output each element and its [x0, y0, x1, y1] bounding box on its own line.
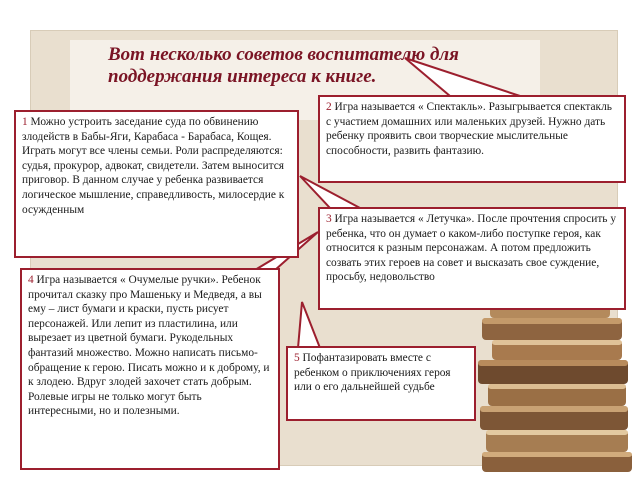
tip-text: Игра называется « Очумелые ручки». Ребенок прочитал сказку про Машеньку и Медведя, а вы ему – лист бумаги и краски, пусть рисует персонажей. Или лепит из пластилина, или вырезает из цветной бумаги. Рукодельных фантазий множество. Можно написать письмо-обращение к герою. Писать можно и к доброму, и к злодею. Вдруг злодей захочет стать добрым. — [28, 274, 270, 389]
book-5 — [488, 384, 626, 406]
tip-text: Игра называется « Спектакль». Разыгрывается спектакль с участием домашних или маленьких друзей. Нужно дать ребенку проявить свои творческие мыслительные способности, развить фантазию. — [326, 101, 612, 157]
tip-number: 2 — [326, 101, 332, 113]
tip-box-1 — [14, 110, 299, 258]
tip-text: Пофантазировать вместе с ребенком о приключениях героя или о его дальнейшей судьбе — [294, 352, 451, 394]
tip-number: 5 — [294, 352, 300, 364]
tip-text-conclusion: Ролевые игры не только могут быть интересными, но и полезными. — [28, 390, 202, 418]
tip-box-3 — [318, 207, 626, 310]
tip-number: 4 — [28, 274, 34, 286]
book-2 — [482, 318, 622, 340]
slide-title: Вот несколько советов воспитателю для поддержания интереса к книге. — [108, 44, 459, 87]
book-3 — [492, 340, 622, 360]
book-6 — [480, 406, 628, 430]
book-7 — [486, 430, 628, 452]
books-stack-image — [470, 290, 635, 475]
book-4 — [478, 360, 628, 384]
tip-number: 3 — [326, 213, 332, 225]
book-8 — [482, 452, 632, 472]
callout-pointer-2 — [405, 58, 520, 96]
tip-box-5 — [286, 346, 476, 421]
callout-pointer-5 — [298, 302, 320, 348]
tip-text: Игра называется « Летучка». После прочтения спросить у ребенка, что он думает о каком-либо поступке героя, как относится к разным персонажам. А потом предложить созвать этих героев на совет и высказать свое суждение, просьбу, недовольство — [326, 213, 617, 284]
tip-box-2 — [318, 95, 626, 183]
tip-text: Можно устроить заседание суда по обвинению злодейств в Бабы-Яги, Карабаса - Барабаса, Кощея. Играть могут все члены семьи. Роли распределяются: судья, прокурор, адвокат, свидетели. Затем выносится приговор. В данном случае у ребенка развивается логическое мышление, справедливость, милосердие к осужденным — [22, 116, 285, 216]
tip-box-4 — [20, 268, 280, 470]
tip-number: 1 — [22, 116, 28, 128]
